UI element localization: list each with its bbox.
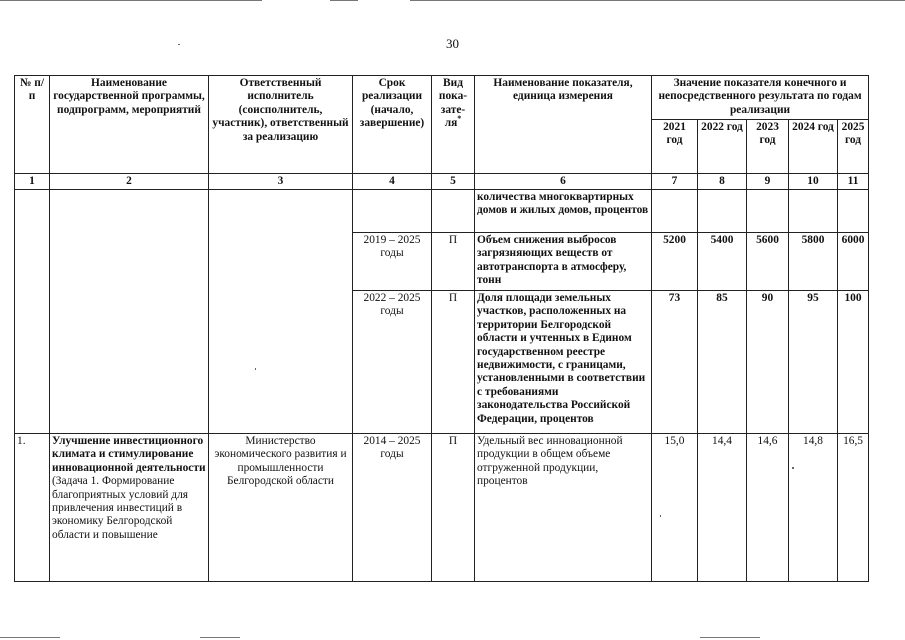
- scan-line-top-right: [410, 0, 905, 1]
- header-year: 2022 год: [698, 120, 747, 174]
- row-period: 2022 – 2025 годы: [353, 291, 432, 434]
- header-num: № п/п: [15, 76, 50, 174]
- column-number: 1: [15, 174, 50, 190]
- row-value: 14,4: [698, 434, 747, 582]
- scan-line-top-mid: [330, 0, 358, 1]
- header-year: 2021 год: [652, 120, 698, 174]
- header-type: [432, 76, 475, 174]
- header-name: Наименование государственной программы, подпрограмм, мероприятий: [50, 76, 209, 174]
- row-period: 2019 – 2025 годы: [353, 233, 432, 291]
- row-value: 14,6: [747, 434, 789, 582]
- row-value: [652, 190, 698, 233]
- row-type: [432, 190, 475, 233]
- header-period: Срок реализации (начало, завершение): [353, 76, 432, 174]
- column-number: 6: [475, 174, 652, 190]
- row-indicator: количества многоквартирных домов и жилых домов, процентов: [475, 190, 652, 233]
- column-number: 8: [698, 174, 747, 190]
- header-year: 2025 год: [838, 120, 869, 174]
- header-values: Значение показателя конечного и непосредственного результата по годам реализации: [652, 76, 869, 120]
- row-indicator: Доля площади земельных участков, расположенных на территории Белгородской области и учтенных в Едином государственном реестре недвижимости, с границами, установленными в соответствии с требованиями законодательства Российской Федерации, процентов: [475, 291, 652, 434]
- column-number: 9: [747, 174, 789, 190]
- header-indicator: Наименование показателя, единица измерения: [475, 76, 652, 174]
- row-value: [789, 190, 838, 233]
- row-value: [698, 190, 747, 233]
- scan-line-top-left: [0, 0, 262, 1]
- page-number: 30: [446, 36, 459, 51]
- header-type-mark: *: [457, 114, 462, 124]
- column-number-row: [15, 174, 869, 190]
- scan-line-bottom-left: [0, 637, 60, 638]
- row-value: 73: [652, 291, 698, 434]
- column-number: 7: [652, 174, 698, 190]
- column-number: 10: [789, 174, 838, 190]
- row-value: 5200: [652, 233, 698, 291]
- header-executor: Ответственный исполнитель (соисполнитель, участник), ответственный за реализацию: [209, 76, 353, 174]
- row-value: 5800: [789, 233, 838, 291]
- row-name: [50, 434, 209, 582]
- row-value: 100: [838, 291, 869, 434]
- row-value: [747, 190, 789, 233]
- row-value: 14,8: [789, 434, 838, 582]
- column-number: 11: [838, 174, 869, 190]
- row-type: П: [432, 434, 475, 582]
- row-type: П: [432, 233, 475, 291]
- row-period: [353, 190, 432, 233]
- header-year: 2024 год: [789, 120, 838, 174]
- scan-line-bottom-mid: [200, 637, 240, 638]
- column-number: 3: [209, 174, 353, 190]
- table-row: [15, 190, 869, 233]
- header-row-1: [15, 76, 869, 120]
- row-indicator: Удельный вес инновационной продукции в общем объеме отгруженной продукции, процентов: [475, 434, 652, 582]
- column-number: 5: [432, 174, 475, 190]
- column-number: 4: [353, 174, 432, 190]
- row-num: 1.: [15, 434, 50, 582]
- row-indicator: Объем снижения выбросов загрязняющих веществ от автотранспорта в атмосферу, тонн: [475, 233, 652, 291]
- header-year: 2023 год: [747, 120, 789, 174]
- row-name: [50, 190, 209, 434]
- row-type: П: [432, 291, 475, 434]
- row-value: 5400: [698, 233, 747, 291]
- row-value: 90: [747, 291, 789, 434]
- program-table: [14, 75, 869, 582]
- row-value: 6000: [838, 233, 869, 291]
- row-value: 16,5: [838, 434, 869, 582]
- row-value: 15,0: [652, 434, 698, 582]
- row-num: [15, 190, 50, 434]
- row-name-task: (Задача 1. Формирование благоприятных условий для привлечения инвестиций в экономику Белгородской области и повышение: [52, 475, 188, 541]
- row-value: 85: [698, 291, 747, 434]
- row-value: 95: [789, 291, 838, 434]
- row-executor: [209, 190, 353, 434]
- table-row: [15, 434, 869, 582]
- row-value: 5600: [747, 233, 789, 291]
- header-type-label: Вид пока-зате-ля: [438, 77, 468, 130]
- scan-line-bottom-right: [700, 637, 760, 638]
- row-name-title: Улучшение инвестиционного климата и стимулирование инновационной деятельности: [52, 435, 206, 474]
- row-period: 2014 – 2025 годы: [353, 434, 432, 582]
- column-number: 2: [50, 174, 209, 190]
- row-executor: Министерство экономического развития и промышленности Белгородской области: [209, 434, 353, 582]
- row-value: [838, 190, 869, 233]
